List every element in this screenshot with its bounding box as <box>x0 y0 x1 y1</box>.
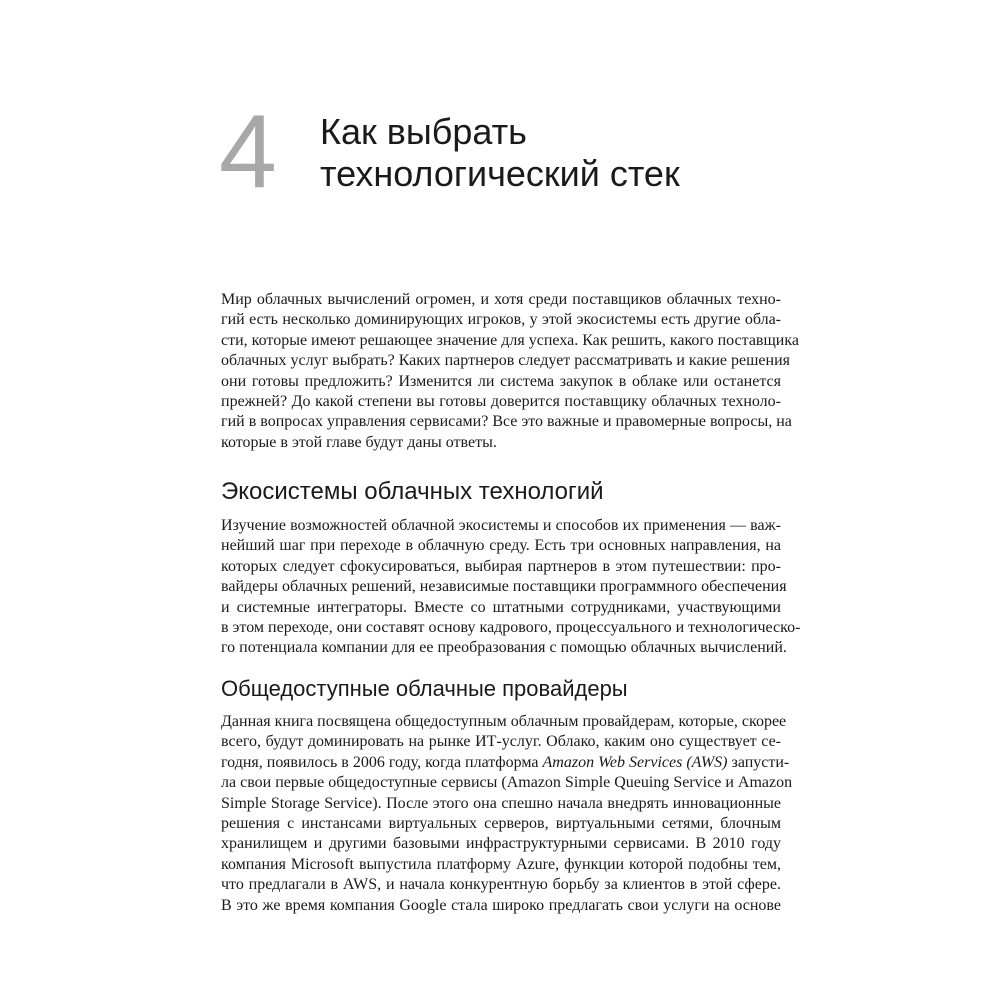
providers-line-text: запусти- <box>727 753 790 771</box>
chapter-title-line-2: технологический стек <box>320 153 680 194</box>
providers-line: решения с инстансами виртуальных серверов, виртуальными сетями, блочным <box>221 815 781 833</box>
providers-line-text: годня, появилось в 2006 году, когда платформа <box>221 753 543 771</box>
intro-line: сти, которые имеют решающее значение для успеха. Как решить, какого поставщика <box>221 331 799 349</box>
chapter-title-line-1: Как выбрать <box>320 111 527 152</box>
intro-line: облачных услуг выбрать? Каких партнеров следует рассматривать и какие решения <box>221 352 790 370</box>
aws-term: Amazon Web Services (AWS) <box>542 753 728 771</box>
providers-line: Данная книга посвящена общедоступным облачным провайдерам, которые, скорее <box>221 713 787 730</box>
ecosystems-line: го потенциала компании для ее преобразования с помощью облачных вычислений. <box>221 639 787 657</box>
section-heading-ecosystems: Экосистемы облачных технологий <box>221 478 604 505</box>
subsection-heading-public-providers: Общедоступные облачные провайдеры <box>221 676 628 701</box>
ecosystems-line: и системные интеграторы. Вместе со штатными сотрудниками, участвующими <box>221 598 781 616</box>
providers-line: всего, будут доминировать на рынке ИТ-услуг. Облако, каким оно существует се- <box>221 733 781 751</box>
ecosystems-line: которых следует сфокусироваться, выбирая партнеров в этом путешествии: про- <box>221 557 781 575</box>
intro-line: Мир облачных вычислений огромен, и хотя среди поставщиков облачных техно- <box>221 291 781 308</box>
providers-line: В это же время компания Google стала широко предлагать свои услуги на основе <box>221 896 781 914</box>
providers-line <box>221 753 790 773</box>
ecosystems-line: в этом переходе, они составят основу кадрового, процессуального и технологическо- <box>221 619 801 637</box>
intro-line: гий в вопросах управления сервисами? Все это важные и правомерные вопросы, на <box>221 413 792 431</box>
ecosystems-line: Изучение возможностей облачной экосистемы и способов их применения — важ- <box>221 517 781 534</box>
intro-line: которые в этой главе будут даны ответы. <box>221 433 497 451</box>
intro-paragraph <box>221 290 799 453</box>
intro-line: они готовы предложить? Изменится ли система закупок в облаке или останется <box>221 372 781 390</box>
providers-line: Simple Storage Service). После этого она спешно начала внедрять инновационные <box>221 794 781 812</box>
chapter-title <box>320 111 780 195</box>
chapter-number: 4 <box>219 94 275 210</box>
providers-line: что предлагали в AWS, и начала конкурентную борьбу за клиентов в этой сфере. <box>221 876 781 894</box>
intro-line: прежней? До какой степени вы готовы доверится поставщику облачных техноло- <box>221 393 781 411</box>
intro-line: гий есть несколько доминирующих игроков, у этой экосистемы есть другие обла- <box>221 311 781 329</box>
ecosystems-line: вайдеры облачных решений, независимые поставщики программного обеспечения <box>221 578 787 596</box>
public-providers-paragraph <box>221 712 793 916</box>
ecosystems-paragraph <box>221 516 801 659</box>
providers-line: компания Microsoft выпустила платформу Azure, функции которой подобны тем, <box>221 855 781 873</box>
ecosystems-line: нейший шаг при переходе в облачную среду. Есть три основных направления, на <box>221 537 781 555</box>
providers-line: хранилищем и другими базовыми инфраструктурными сервисами. В 2010 году <box>221 835 781 853</box>
providers-line: ла свои первые общедоступные сервисы (Amazon Simple Queuing Service и Amazon <box>221 774 793 792</box>
